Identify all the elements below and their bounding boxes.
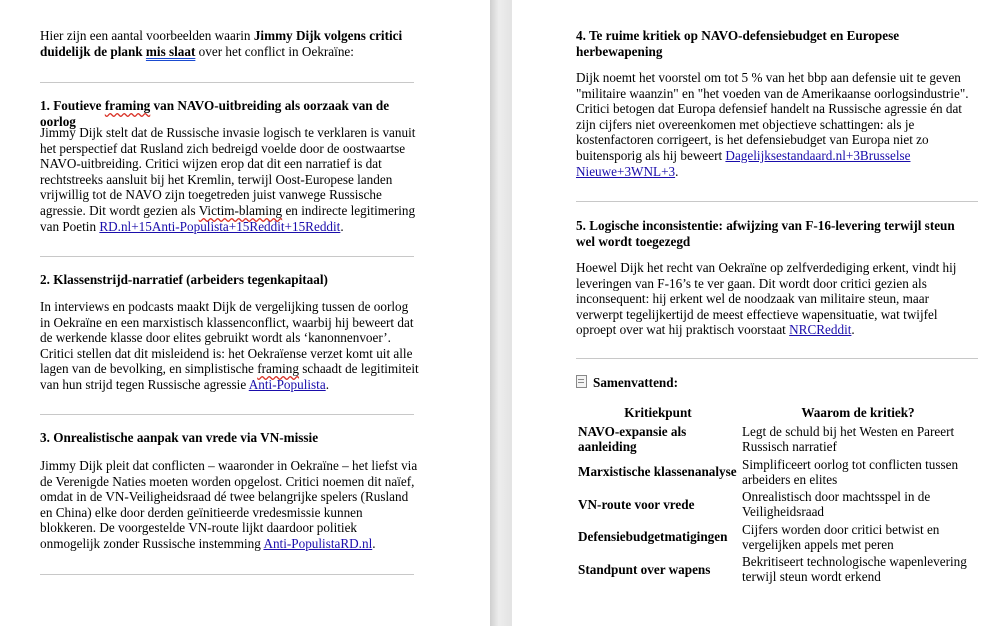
spellcheck-word: Victim-blaming (198, 202, 283, 218)
section-5-heading: 5. Logische inconsistentie: afwijzing van F-16-levering terwijl steun wel wordt toegezegd (576, 218, 955, 249)
source-link[interactable]: Anti-PopulistaRD.nl (263, 535, 373, 551)
summary-heading (576, 375, 976, 391)
table-cell-reason: Bekritiseert technologische wapenlevering terwijl steun wordt erkend (742, 554, 967, 585)
summary-title: Samenvattend: (593, 375, 678, 390)
source-link[interactable]: Dagelijksestandaard.nl+3Brusselse Nieuwe+3WNL+3 (576, 147, 911, 179)
table-cell-point: NAVO-expansie als aanleiding (578, 424, 687, 455)
section-divider (40, 414, 414, 415)
heading-text: van NAVO-uitbreiding als oorzaak van de oorlog (40, 98, 390, 129)
section-2-body (40, 299, 420, 393)
section-divider (40, 574, 414, 575)
body-text: Jimmy Dijk pleit dat conflicten – waaronder in Oekraïne – het liefst via de Verenigde Naties moeten worden opgelost. Critici noemen dit naïef, omdat in de VN-Veiligheidsraad dé twee belangrijke spelers (Rusland en China) elke door derden geïnitieerde vredesmissie kunnen blokkeren. De voorgestelde VN-route lijkt daardoor politiek onmogelijk zonder Russische instemming (40, 458, 418, 551)
table-cell-reason: Cijfers worden door critici betwist en vergelijken appels met peren (742, 521, 940, 552)
summary-table (576, 404, 976, 586)
document-icon (576, 375, 587, 388)
table-cell-point: Marxistische klassenanalyse (578, 464, 737, 480)
section-5-body (576, 260, 976, 338)
body-text: In interviews en podcasts maakt Dijk de vergelijking tussen de oorlog in Oekraïne en een marxistisch klassenconflict, waarbij hij beweert dat de werkende klasse door elites gebruikt wordt als ‘kanonnenvoer’. Critici stellen dat dit misleidend is: het Oekraïense verzet komt uit alle lagen van de bevolking, en simplistische (40, 299, 414, 377)
section-3-heading: 3. Onrealistische aanpak van vrede via VN-missie (40, 430, 319, 445)
punctuation: . (675, 163, 679, 179)
body-text: schaadt de legitimiteit van hun strijd tegen Russische agressie (40, 361, 419, 392)
table-cell-reason: Onrealistisch door machtsspel in de Veiligheidsraad (742, 489, 931, 520)
section-divider (40, 256, 414, 257)
source-link[interactable]: RD.nl+15Anti-Populista+15Reddit+15Reddit (99, 218, 341, 234)
body-text: Dijk noemt het voorstel om tot 5 % van het bbp aan defensie uit te geven "militaire waanzin" en "het voeden van de Amerikaanse oorlogsindustrie". Critici betogen dat Europa defensief handelt na Russische agressie én dat zijn cijfers niet overeenkomen met objectieve schattingen: als je kostenfactoren corrigeert, is het defensiebudget van Europa niet zo buitensporig als hij beweert (576, 70, 969, 163)
section-2-heading: 2. Klassenstrijd-narratief (arbeiders tegenkapitaal) (40, 272, 328, 287)
section-1-body (40, 125, 420, 234)
section-3-body (40, 458, 420, 552)
section-4-body (576, 70, 976, 179)
intro-bold-text: Jimmy Dijk volgens critici duidelijk de plank (40, 28, 403, 59)
source-link[interactable]: NRCReddit (789, 322, 852, 338)
section-4-heading: 4. Te ruime kritiek op NAVO-defensiebudget en Europese herbewapening (576, 28, 900, 59)
document-page-left (0, 0, 490, 626)
table-row (576, 521, 976, 554)
punctuation: . (372, 535, 376, 551)
punctuation: . (340, 218, 344, 234)
column-header: Kritiekpunt (624, 405, 692, 420)
punctuation: . (325, 376, 329, 392)
body-text: Hoewel Dijk het recht van Oekraïne op zelfverdediging erkent, vindt hij leveringen van F-16’s te ver gaan. Dit wordt door critici gezien als inconsequent: hij erkent wel de noodzaak van militaire steun, maar verwerpt tegelijkertijd de meest effectieve wapensituatie, wat twijfel oproept over wat hij praktisch voorstaat (576, 260, 957, 338)
table-row (576, 423, 976, 456)
table-row (576, 488, 976, 521)
section-divider (576, 201, 978, 202)
source-link[interactable]: Anti-Populista (248, 376, 326, 392)
intro-paragraph (40, 28, 420, 59)
heading-text: 1. Foutieve (40, 98, 105, 113)
table-row (576, 456, 976, 489)
punctuation: . (851, 322, 855, 338)
table-row (576, 553, 976, 586)
column-header: Waarom de kritiek? (801, 405, 915, 420)
intro-text: Hier zijn een aantal voorbeelden waarin (40, 28, 254, 43)
section-divider (40, 82, 414, 83)
page-gutter (490, 0, 512, 626)
spellcheck-word: framing (104, 98, 151, 113)
table-cell-reason: Legt de schuld bij het Westen en Pareert Russisch narratief (742, 424, 955, 455)
section-divider (576, 358, 978, 359)
body-text: Jimmy Dijk stelt dat de Russische invasie logisch te verklaren is vanuit het perspectief dat Rusland zich bedreigd voelde door de oostwaartse NAVO-uitbreiding. Critici wijzen erop dat dit een narratief is dat rechtstreeks aansluit bij het Kremlin, terwijl Oost-Europese landen vrijwillig tot de NAVO zijn toegetreden juist vanwege Russische agressie. Dit wordt gezien als (40, 125, 416, 218)
spellcheck-word: framing (257, 361, 299, 377)
intro-text-end: over het conflict in Oekraïne: (195, 43, 354, 59)
table-cell-point: Defensiebudgetmatigingen (578, 529, 728, 545)
table-cell-point: Standpunt over wapens (578, 561, 711, 577)
table-cell-point: VN-route voor vrede (578, 496, 695, 512)
body-text: en indirecte legitimering van Poetin (40, 202, 416, 234)
intro-grammar-mark: mis slaat (145, 43, 196, 59)
document-page-right (512, 0, 1000, 626)
table-cell-reason: Simplificeert oorlog tot conflicten tussen arbeiders en elites (742, 456, 959, 487)
